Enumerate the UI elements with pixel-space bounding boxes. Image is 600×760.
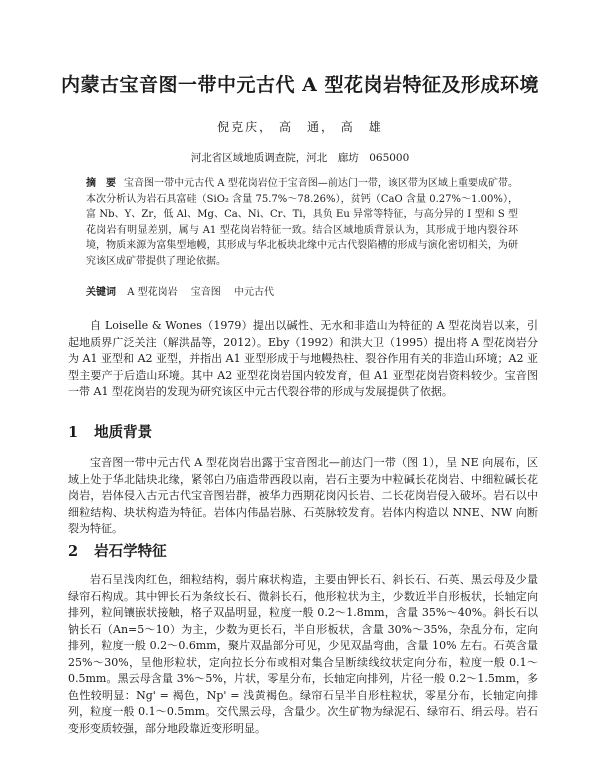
keyword: A 型花岗岩 [127,287,178,298]
abstract [86,176,518,269]
section-title: 地质背景 [94,424,153,441]
section-number: 2 [68,543,79,560]
keywords [86,283,518,298]
section-number: 1 [68,424,79,441]
page-title: 内蒙古宝音图一带中元古代 A 型花岗岩特征及形成环境 [61,74,539,96]
section-paragraph: 宝音图一带中元古代 A 型花岗岩出露于宝音图北—前达门一带（图 1），呈 NE 向展布，区域上处于华北陆块北缘，紧邻白乃庙造带西段以南，岩石主要为中粒碱长花岗岩、中细粒碱长花岗岩，岩体侵入古元古代宝音图岩群，被华力西期花岗闪长岩、二长花岗岩侵入破坏。岩石以中细粒结构、块状构造为特征。岩体内伟晶岩脉、石英脉较发育。岩体内构造以 NNE、NW 向断裂为特征。 [68,456,538,535]
abstract-text: 宝音图一带中元古代 A 型花岗岩位于宝音图—前达门一带，该区带为区域上重要成矿带。本次分析认为岩石具富硅（SiO₂ 含量 75.7%～78.26%），贫钙（CaO 含量 0.27%～1.00%），富 Nb、Y、Zr，低 Al、Mg、Ca、Ni、Cr、Ti，具负 Eu 异常等特征，与高分异的 I 型和 S 型花岗岩有明显差别，属与 A1 型花岗岩特征一致。结合区域地质背景认为，其形成于地内裂谷环境，物质来源为富集型地幔，其形成与华北板块北缘中元古代裂陷槽的形成与演化密切相关，为研究该区成矿带提供了理论依据。 [86,178,518,267]
intro-paragraph: 自 Loiselle & Wones（1979）提出以碱性、无水和非造山为特征的 A 型花岗岩以来，引起地质界广泛关注（解洪晶等，2012）。Eby（1992）和洪大卫（1995）提出将 A 型花岗岩分为 A1 亚型和 A2 亚型，并指出 A1 亚型形成于与地幔热柱、裂谷作用有关的非造山环境；A2 亚型主要产于后造山环境。其中 A2 亚型花岗岩国内较发育，但 A1 亚型花岗岩资料较少。宝音图一带 A1 型花岗岩的发现为研究该区中元古代裂谷带的形成与发展提供了依据。 [68,319,538,398]
affiliation: 河北省区域地质调查院，河北 廊坊 065000 [190,152,410,164]
section-paragraph: 岩石呈浅肉红色，细粒结构，弱片麻状构造，主要由钾长石、斜长石、石英、黑云母及少量绿帘石构成。其中钾长石为条纹长石、微斜长石，他形粒状为主，少数近半自形板状，长轴定向排列，粒间镶嵌状接触，格子双晶明显，粒度一般 0.2～1.8mm，含量 35%～40%。斜长石以钠长石（An=5～10）为主，少数为更长石，半自形板状，含量 30%～35%，杂乱分布，定向排列，粒度一般 0.2～0.6mm，聚片双晶部分可见，少见双晶弯曲，含量 10% 左右。石英含量 25%～30%，呈他形粒状，定向拉长分布或相对集合呈断续线纹状定向分布，粒度一般 0.1～0.5mm。黑云母含量 3%～5%，片状，零星分布，长轴定向排列，片径一般 0.2～1.5mm，多色性较明显：Ng' = 褐色，Np' = 浅黄褐色。绿帘石呈半自形柱粒状，零星分布，长轴定向排列，粒度一般 0.1～0.5mm。交代黑云母，含量少。次生矿物为绿泥石、绿帘石、绢云母。岩石变形变质较强，部分地段靠近变形明显。 [68,573,538,735]
keywords-label: 关键词 [86,287,116,298]
section-heading [68,540,167,561]
keyword: 宝音图 [190,287,221,298]
abstract-label: 摘 要 [86,178,117,189]
section-heading [68,421,152,442]
section-title: 岩石学特征 [94,543,167,560]
authors: 倪克庆， 高 通， 高 雄 [217,120,383,134]
keyword: 中元古代 [233,287,274,298]
